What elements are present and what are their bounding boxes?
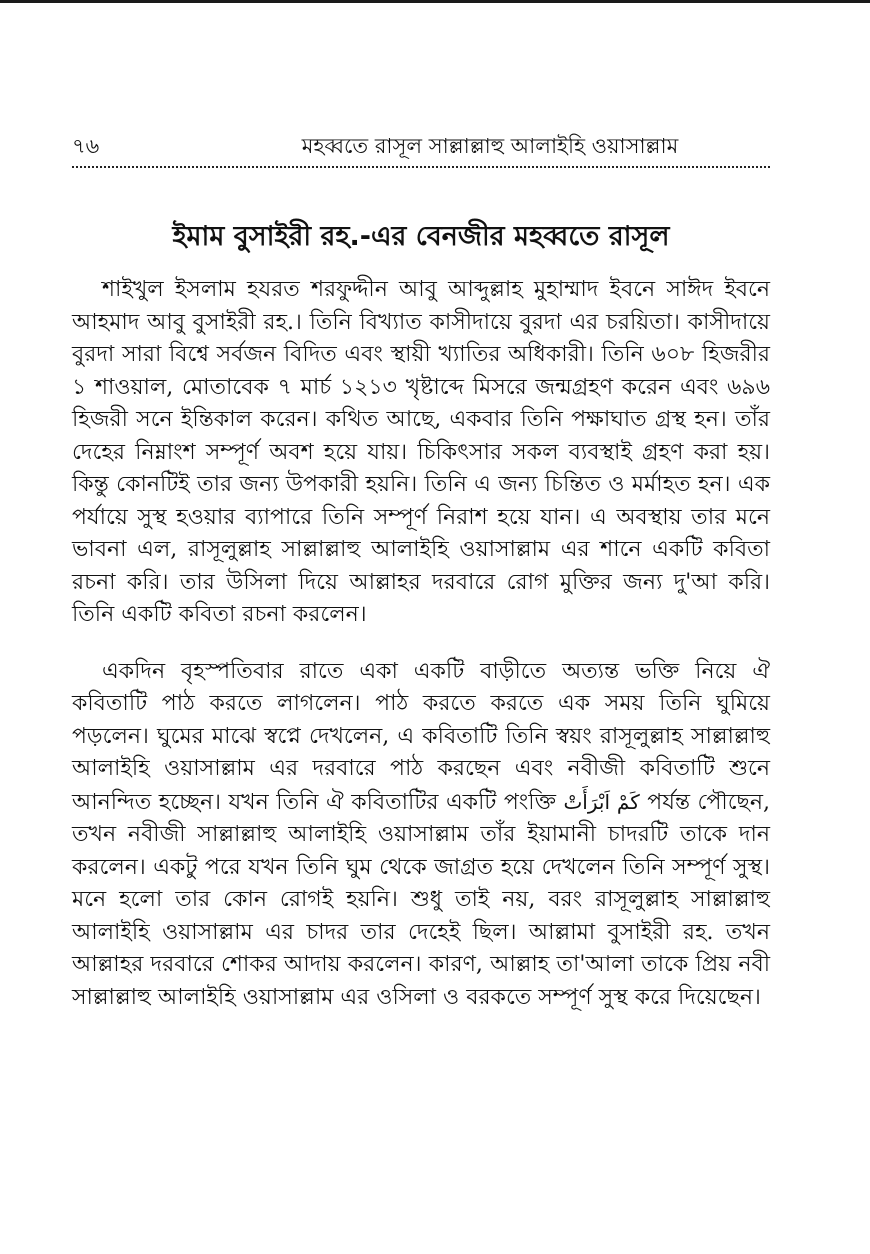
header-dotted-rule <box>72 166 770 168</box>
body-paragraph-2 <box>72 656 770 1015</box>
body-paragraph-1: শাইখুল ইসলাম হযরত শরফুদ্দীন আবু আব্দুল্লাহ মুহাম্মাদ ইবনে সাঈদ ইবনে আহমাদ আবু বুসাইরী রহ.। তিনি বিখ্যাত কাসীদায়ে বুরদা এর চরয়িতা। কাসীদায়ে বুরদা সারা বিশ্বে সর্বজন বিদিত এবং স্থায়ী খ্যাতির অধিকারী। তিনি ৬০৮ হিজরীর ১ শাওয়াল, মোতাবেক ৭ মার্চ ১২১৩ খৃষ্টাব্দে মিসরে জন্মগ্রহণ করেন এবং ৬৯৬ হিজরী সনে ইন্তিকাল করেন। কথিত আছে, একবার তিনি পক্ষাঘাত গ্রস্থ হন। তাঁর দেহের নিম্নাংশ সম্পূর্ণ অবশ হয়ে যায়। চিকিৎসার সকল ব্যবস্থাই গ্রহণ করা হয়। কিন্তু কোনটিই তার জন্য উপকারী হয়নি। তিনি এ জন্য চিন্তিত ও মর্মাহত হন। এক পর্যায়ে সুস্থ হওয়ার ব্যাপারে তিনি সম্পূর্ণ নিরাশ হয়ে যান। এ অবস্থায় তার মনে ভাবনা এল, রাসূলুল্লাহ সাল্লাল্লাহু আলাইহি ওয়াসাল্লাম এর শানে একটি কবিতা রচনা করি। তার উসিলা দিয়ে আল্লাহর দরবারে রোগ মুক্তির জন্য দু'আ করি। তিনি একটি কবিতা রচনা করলেন। <box>72 277 770 627</box>
scan-edge-line <box>0 0 870 3</box>
running-header <box>72 128 770 164</box>
page-number: ৭৬ <box>72 134 100 158</box>
paragraph-2-text-after-arabic: পর্যন্ত পৌছেন, তখন নবীজী সাল্লাল্লাহু আলাইহি ওয়াসাল্লাম তাঁর ইয়ামানী চাদরটি তাকে দান করলেন। একটু পরে যখন তিনি ঘুম থেকে জাগ্রত হয়ে দেখলেন তিনি সম্পূর্ণ সুস্থ। মনে হলো তার কোন রোগই হয়নি। শুধু তাই নয়, বরং রাসূলুল্লাহ সাল্লাল্লাহু আলাইহি ওয়াসাল্লাম এর চাদর তার দেহেই ছিল। আল্লামা বুসাইরী রহ. তখন আল্লাহর দরবারে শোকর আদায় করলেন। কারণ, আল্লাহ তা'আলা তাকে প্রিয় নবী সাল্লাল্লাহু আলাইহি ওয়াসাল্লাম এর ওসিলা ও বরকতে সম্পূর্ণ সুস্থ করে দিয়েছেন। <box>72 789 771 1010</box>
section-heading: ইমাম বুসাইরী রহ.-এর বেনজীর মহব্বতে রাসূল <box>172 221 670 252</box>
paragraph-2-text-before-arabic: একদিন বৃহস্পতিবার রাতে একা একটি বাড়ীতে অত্যন্ত ভক্তি নিয়ে ঐ কবিতাটি পাঠ করতে লাগলেন। পাঠ করতে করতে এক সময় তিনি ঘুমিয়ে পড়লেন। ঘুমের মাঝে স্বপ্নে দেখলেন, এ কবিতাটি তিনি স্বয়ং রাসূলুল্লাহ সাল্লাল্লাহু আলাইহি ওয়াসাল্লাম এর দরবারে পাঠ করছেন এবং নবীজী কবিতাটি শুনে আনন্দিত হচ্ছেন। যখন তিনি ঐ কবিতাটির একটি পংক্তি <box>72 658 770 815</box>
book-title: মহব্বতে রাসূল সাল্লাল্লাহু আলাইহি ওয়াসাল্লাম <box>301 134 679 158</box>
book-page <box>72 128 770 1014</box>
arabic-quote: كَمْ اَبْرَأَتْ <box>563 789 640 814</box>
